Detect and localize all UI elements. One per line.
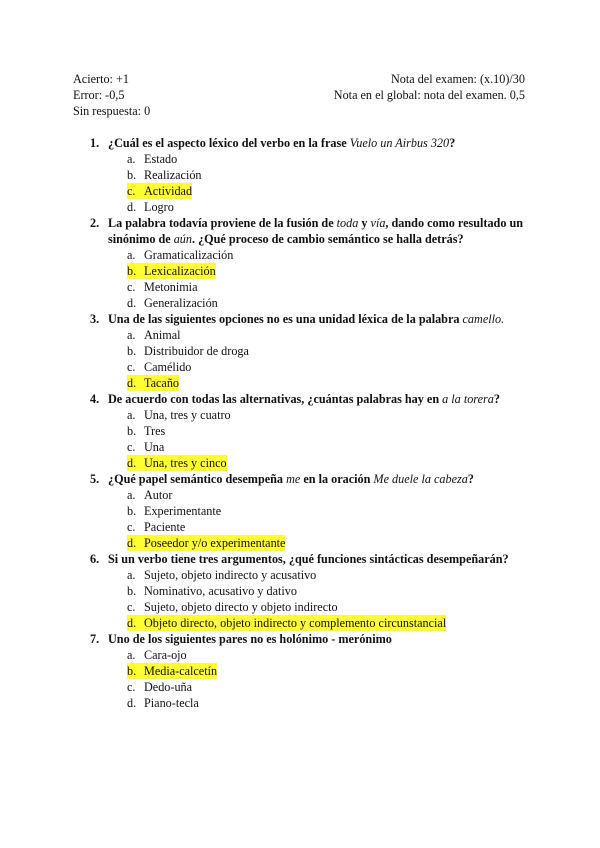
option-letter: b. [127,264,137,278]
option-text: Tacaño [144,376,180,390]
option-letter: d. [127,296,137,310]
answer-option [90,439,530,455]
option-content [127,359,191,375]
question-text-part: ¿Qué papel semántico desempeña [108,472,287,486]
scoring-rules [73,71,150,119]
question-stem [90,135,530,151]
question-stem [90,471,530,487]
option-letter: a. [127,248,136,262]
answer-option [90,487,530,503]
option-list [90,407,530,471]
question-text-part: . ¿Qué proceso de cambio semántico se halla detrás? [191,232,464,246]
question-number: 3. [90,312,100,326]
option-letter: c. [127,440,136,454]
question-text [108,551,530,567]
question-text-part: en la oración [300,472,374,486]
question-text [108,391,530,407]
question-text-part: ? [467,472,474,486]
highlighted-answer [127,263,216,279]
question-7 [90,631,530,711]
option-content [127,583,297,599]
answer-option [90,455,530,471]
question-text-italic: camello. [462,312,505,326]
option-letter: b. [127,664,137,678]
option-content [127,503,221,519]
option-content [127,695,199,711]
question-text [108,215,530,247]
option-text: Camélido [144,360,192,374]
option-letter: b. [127,168,137,182]
question-text-italic: a la torera [442,392,494,406]
option-letter: a. [127,152,136,166]
option-letter: a. [127,408,136,422]
option-letter: d. [127,456,137,470]
question-text-part: La palabra todavía proviene de la fusión de [108,216,337,230]
highlighted-answer [127,535,285,551]
option-text: Una, tres y cuatro [144,408,231,422]
answer-option [90,503,530,519]
question-text-part: Una de las siguientes opciones no es una unidad léxica de la palabra [108,312,463,326]
option-letter: c. [127,600,136,614]
option-content [127,567,316,583]
answer-option [90,151,530,167]
option-letter: a. [127,568,136,582]
question-text-part: y [358,216,371,230]
option-letter: c. [127,520,136,534]
option-list [90,567,530,631]
question-stem [90,391,530,407]
option-list [90,247,530,311]
question-number: 2. [90,216,100,230]
option-letter: b. [127,344,137,358]
option-text: Nominativo, acusativo y dativo [144,584,297,598]
option-content [127,679,192,695]
option-content [127,167,202,183]
question-text-part: ? [449,136,456,150]
option-text: Sujeto, objeto indirecto y acusativo [144,568,317,582]
answer-option [90,647,530,663]
question-text [108,311,530,327]
option-text: Sujeto, objeto directo y objeto indirecto [144,600,338,614]
question-text-italic: Vuelo un Airbus 320 [349,136,450,150]
question-text-part: ¿Cuál es el aspecto léxico del verbo en la frase [108,136,350,150]
option-text: Paciente [144,520,186,534]
option-text: Piano-tecla [144,696,199,710]
answer-option [90,263,530,279]
option-text: Una, tres y cinco [144,456,227,470]
question-text-italic: Me duele la cabeza [373,472,468,486]
option-letter: d. [127,536,137,550]
question-text-part: Uno de los siguientes pares no es holónimo - merónimo [108,632,392,646]
question-text-part: , dando como resultado un sinónimo de [108,216,524,246]
option-content [127,519,185,535]
answer-option [90,679,530,695]
exam-grade-formula: Nota del examen: (x.10)/30 [390,72,525,86]
option-letter: c. [127,360,136,374]
answer-option [90,247,530,263]
option-content [127,439,164,455]
answer-option [90,183,530,199]
question-text [108,471,530,487]
question-text-part: Si un verbo tiene tres argumentos, ¿qué funciones sintácticas desempeñarán? [108,552,509,566]
option-content [127,343,249,359]
question-4 [90,391,530,471]
option-text: Poseedor y/o experimentante [144,536,286,550]
option-text: Estado [144,152,178,166]
highlighted-answer [127,455,227,471]
question-text-italic: vía [370,216,386,230]
answer-option [90,343,530,359]
answer-option [90,375,530,391]
option-content [127,423,165,439]
question-stem [90,551,530,567]
option-letter: a. [127,328,136,342]
question-text-part: ? [493,392,500,406]
question-number: 7. [90,632,100,646]
option-letter: c. [127,680,136,694]
highlighted-answer [127,663,217,679]
option-letter: b. [127,504,137,518]
global-grade-formula: Nota en el global: nota del examen. 0,5 [333,88,525,102]
question-text [108,135,530,151]
question-text [108,631,530,647]
option-text: Una [144,440,165,454]
option-text: Gramaticalización [144,248,234,262]
option-text: Actividad [144,184,193,198]
question-2 [90,215,530,311]
option-letter: d. [127,200,137,214]
answer-option [90,599,530,615]
option-content [127,407,231,423]
option-letter: b. [127,584,137,598]
answer-option [90,695,530,711]
option-text: Cara-ojo [144,648,187,662]
option-letter: a. [127,648,136,662]
option-list [90,487,530,551]
option-content [127,647,187,663]
question-list [90,135,530,711]
option-content [127,151,177,167]
question-number: 5. [90,472,100,486]
answer-option [90,519,530,535]
question-stem [90,311,530,327]
option-letter: b. [127,424,137,438]
score-error: Error: -0,5 [73,88,125,102]
answer-option [90,567,530,583]
highlighted-answer [127,615,446,631]
answer-option [90,535,530,551]
option-letter: d. [127,616,137,630]
option-content [127,295,218,311]
answer-option [90,407,530,423]
option-list [90,327,530,391]
question-stem [90,631,530,647]
option-letter: d. [127,696,137,710]
answer-option [90,199,530,215]
question-text-italic: me [286,472,301,486]
highlighted-answer [127,183,192,199]
option-text: Objeto directo, objeto indirecto y complemento circunstancial [144,616,447,630]
option-letter: d. [127,376,137,390]
option-text: Dedo-uña [144,680,193,694]
option-content [127,279,197,295]
answer-option [90,583,530,599]
option-text: Autor [144,488,173,502]
option-letter: c. [127,184,136,198]
grade-info [334,71,525,103]
option-letter: a. [127,488,136,502]
question-text-italic: toda [336,216,359,230]
option-text: Experimentante [144,504,222,518]
question-stem [90,215,530,247]
question-number: 1. [90,136,100,150]
option-content [127,599,338,615]
question-number: 4. [90,392,100,406]
answer-option [90,615,530,631]
question-5 [90,471,530,551]
option-content [127,199,174,215]
question-text-part: De acuerdo con todas las alternativas, ¿cuántas palabras hay en [108,392,443,406]
option-text: Generalización [144,296,218,310]
question-1 [90,135,530,215]
option-content [127,487,172,503]
option-text: Metonimia [144,280,198,294]
question-6 [90,551,530,631]
option-text: Logro [144,200,174,214]
question-text-italic: aún [173,232,192,246]
highlighted-answer [127,375,179,391]
question-3 [90,311,530,391]
option-text: Tres [144,424,166,438]
score-blank: Sin respuesta: 0 [73,104,151,118]
option-text: Realización [144,168,202,182]
option-text: Media-calcetín [144,664,218,678]
answer-option [90,327,530,343]
option-text: Animal [144,328,181,342]
score-correct: Acierto: +1 [73,72,129,86]
answer-option [90,167,530,183]
option-text: Lexicalización [144,264,216,278]
answer-option [90,359,530,375]
answer-option [90,279,530,295]
answer-option [90,295,530,311]
answer-option [90,663,530,679]
answer-option [90,423,530,439]
option-letter: c. [127,280,136,294]
option-content [127,247,233,263]
option-list [90,647,530,711]
option-list [90,151,530,215]
option-content [127,327,181,343]
question-number: 6. [90,552,100,566]
option-text: Distribuidor de droga [144,344,249,358]
